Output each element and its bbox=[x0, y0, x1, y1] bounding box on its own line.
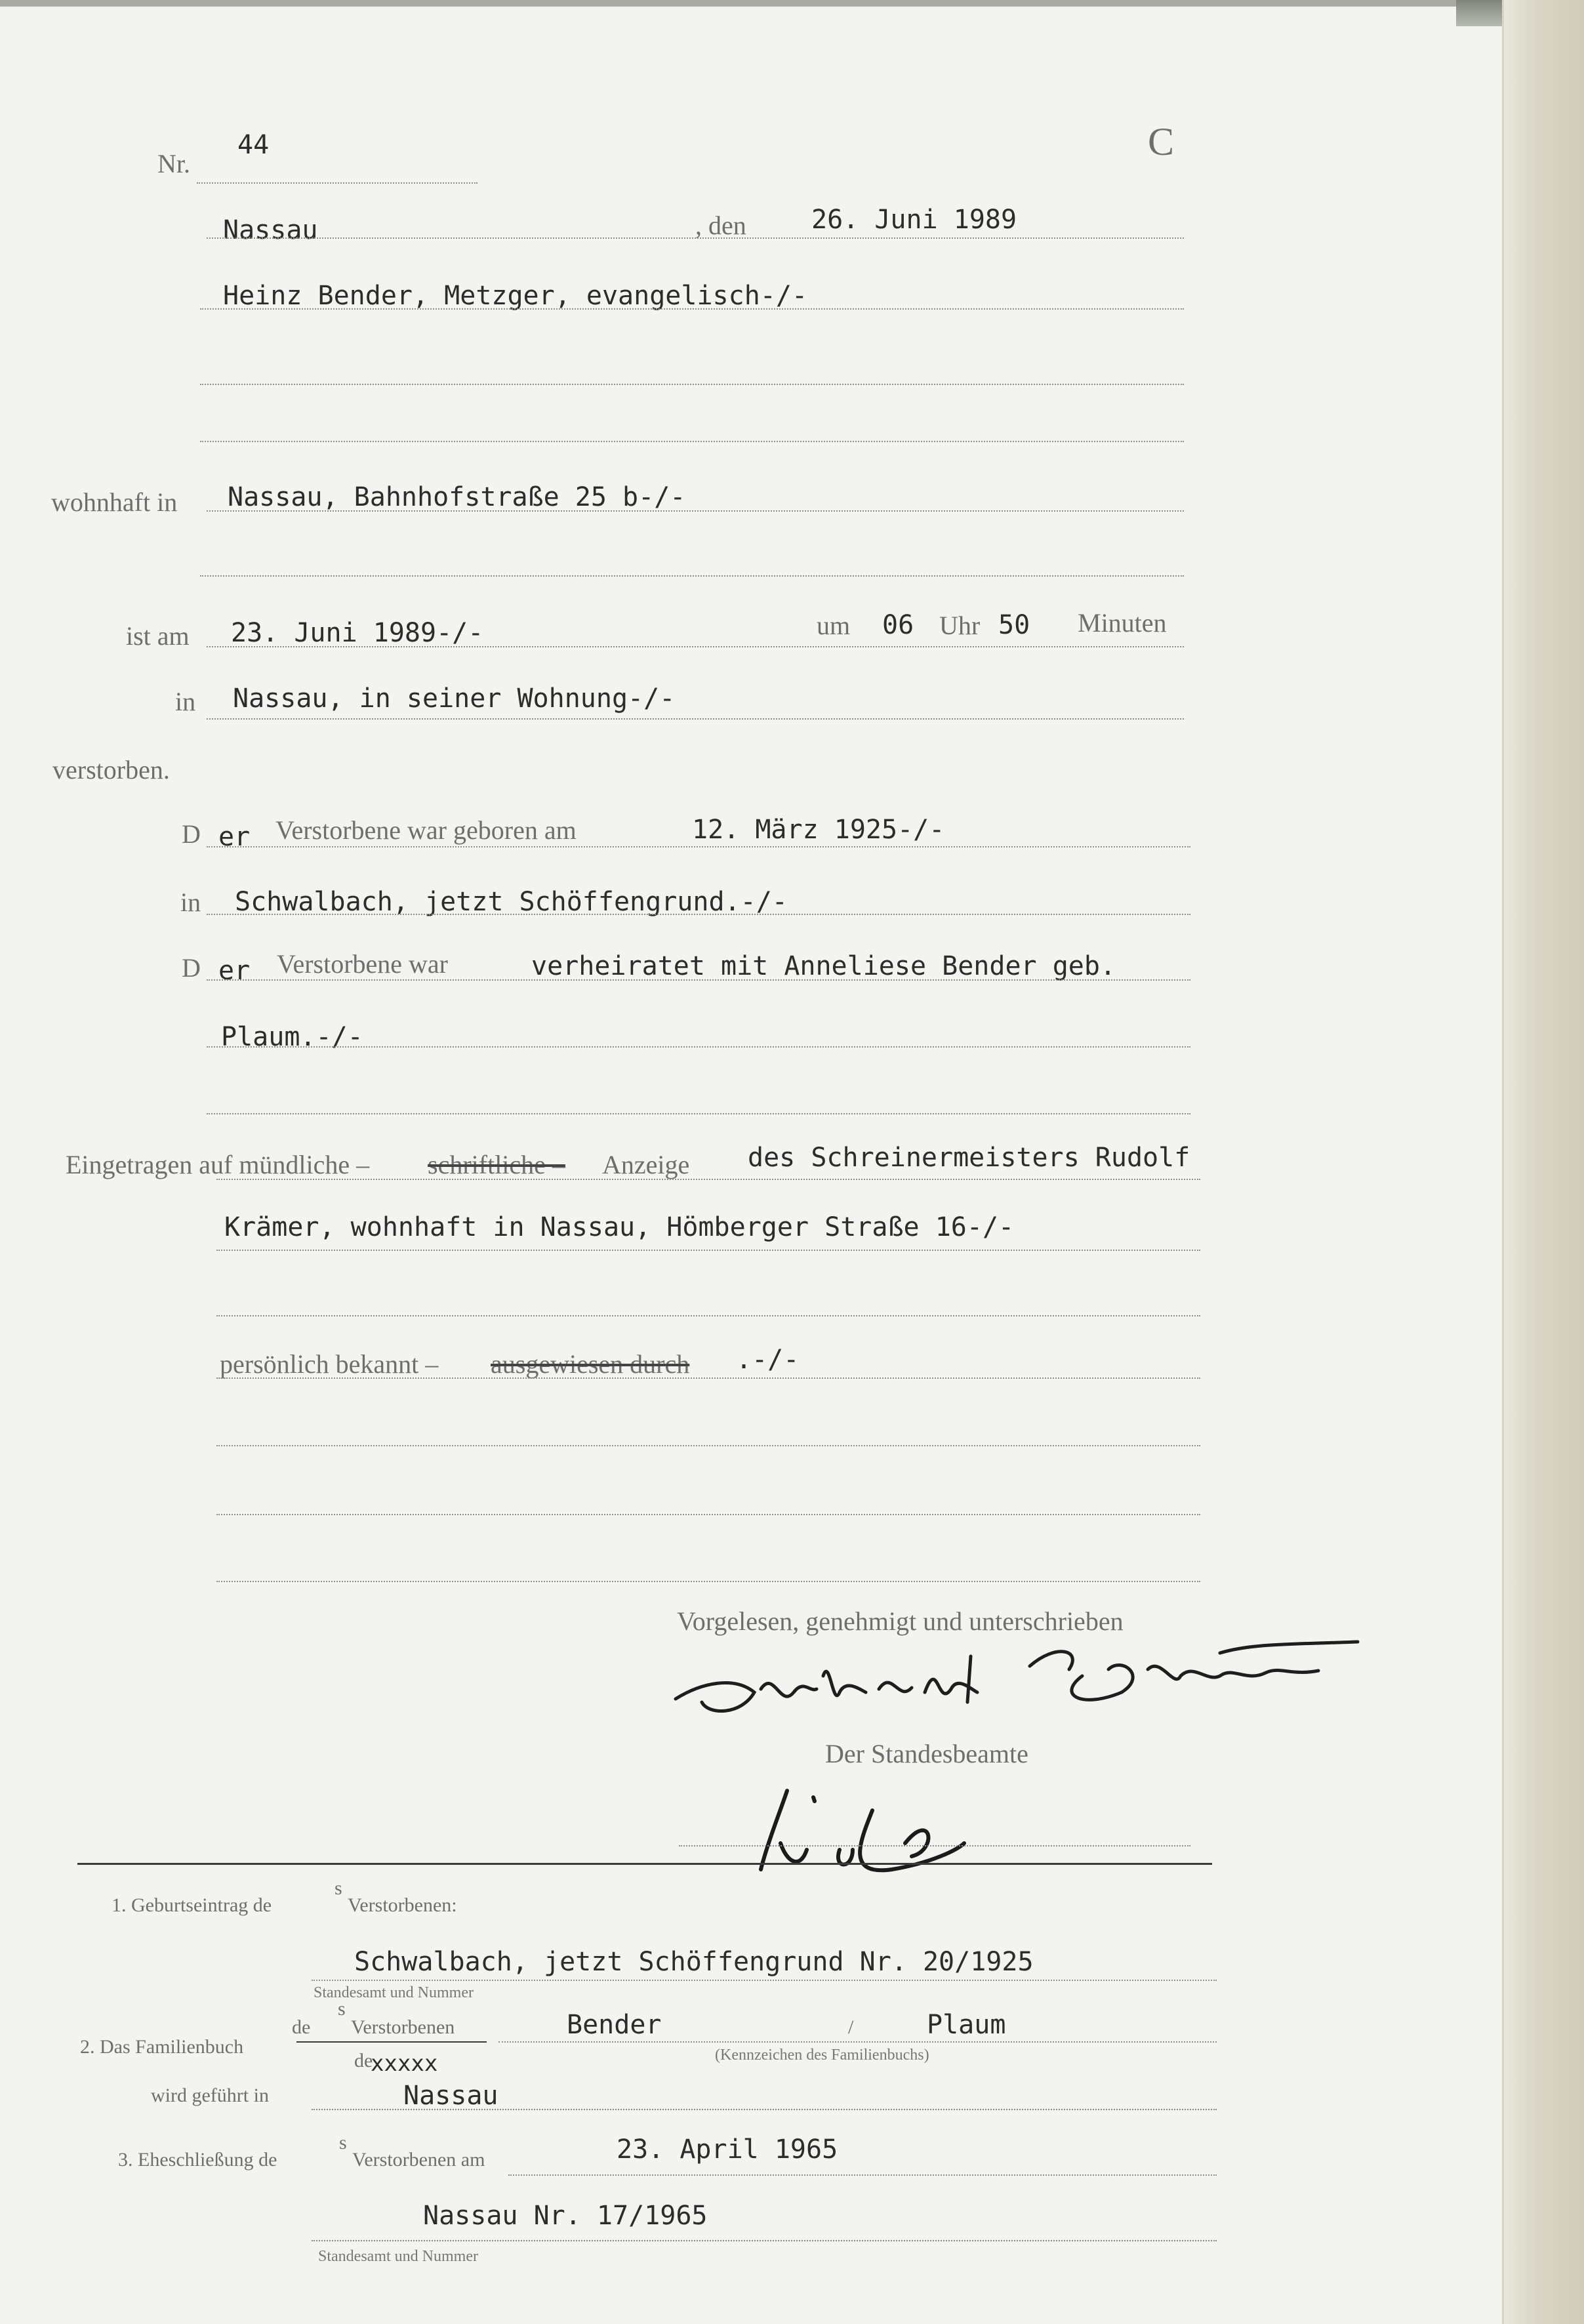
birth-date: 12. März 1925-/- bbox=[692, 815, 945, 845]
report-line-2: Krämer, wohnhaft in Nassau, Hömberger Straße 16-/- bbox=[224, 1212, 1015, 1242]
item2-label: 2. Das Familienbuch bbox=[80, 2036, 244, 2058]
item3-suffix: Verstorbenen am bbox=[352, 2149, 485, 2171]
line-marital-1 bbox=[207, 979, 1190, 981]
line-item3-date bbox=[508, 2174, 1217, 2176]
eingetragen-label: Eingetragen auf mündliche – bbox=[66, 1150, 370, 1179]
line-report-2 bbox=[216, 1250, 1200, 1251]
item3-label: 3. Eheschließung de bbox=[118, 2149, 277, 2171]
marriage-date: 23. April 1965 bbox=[617, 2134, 838, 2165]
line-place-date bbox=[207, 237, 1184, 239]
verstorben-label: verstorben. bbox=[52, 755, 170, 785]
death-date: 23. Juni 1989-/- bbox=[231, 618, 484, 648]
item1-label: 1. Geburtseintrag de bbox=[112, 1894, 272, 1916]
blank-line-2 bbox=[200, 441, 1184, 442]
uhr-label: Uhr bbox=[939, 611, 981, 640]
line-item1 bbox=[312, 1980, 1217, 1981]
item2-fraction-line bbox=[296, 2041, 487, 2043]
ausgewiesen-struck: ausgewiesen durch bbox=[491, 1349, 690, 1379]
item3-fill: s bbox=[339, 2132, 347, 2153]
line-birth-date bbox=[207, 846, 1190, 847]
marital-status-1: verheiratet mit Anneliese Bender geb. bbox=[531, 951, 1116, 981]
line-item3 bbox=[312, 2240, 1217, 2241]
war-label: Verstorbene war bbox=[277, 949, 448, 979]
blank-line-4 bbox=[207, 1113, 1190, 1114]
item1-fill-wrap bbox=[335, 1877, 342, 1911]
ist-am-label: ist am bbox=[126, 621, 190, 651]
item3-fill-wrap bbox=[339, 2132, 347, 2166]
hour-value: 06 bbox=[882, 610, 914, 640]
item1-fill: s bbox=[335, 1877, 342, 1899]
item2-wird-label: wird geführt in bbox=[151, 2085, 269, 2106]
wohnhaft-value: Nassau, Bahnhofstraße 25 b-/- bbox=[228, 482, 686, 512]
line-report-1 bbox=[216, 1179, 1200, 1180]
born-label: Verstorbene war geboren am bbox=[275, 815, 577, 845]
item1-value: Schwalbach, jetzt Schöffengrund Nr. 20/1925 bbox=[354, 1947, 1034, 1977]
nr-label: Nr. bbox=[157, 149, 190, 178]
item2-fill-1: s bbox=[338, 1998, 346, 2020]
corner-letter: C bbox=[1148, 120, 1175, 163]
death-place: Nassau, in seiner Wohnung-/- bbox=[233, 683, 676, 714]
line-item2 bbox=[498, 2041, 1217, 2043]
item2-de-1: de bbox=[292, 2016, 311, 2038]
d2-label: D bbox=[182, 953, 201, 983]
birth-place: Schwalbach, jetzt Schöffengrund.-/- bbox=[235, 887, 788, 917]
line-marital-2 bbox=[207, 1046, 1190, 1048]
item1-caption: Standesamt und Nummer bbox=[314, 1984, 474, 2001]
place-value: Nassau bbox=[223, 215, 318, 245]
marital-status-2: Plaum.-/- bbox=[221, 1022, 363, 1052]
in-label: in bbox=[175, 687, 196, 716]
d2-fill: er bbox=[218, 956, 251, 986]
book-binding-edge bbox=[1502, 0, 1584, 2324]
wohnhaft-label: wohnhaft in bbox=[51, 487, 178, 517]
den-label: , den bbox=[695, 211, 746, 240]
standesbeamte-label: Der Standesbeamte bbox=[825, 1739, 1028, 1768]
footer-divider bbox=[77, 1863, 1212, 1865]
d1-label: D bbox=[182, 819, 201, 849]
vorgelesen-label: Vorgelesen, genehmigt und unterschrieben bbox=[677, 1606, 1124, 1636]
report-line-1: des Schreinermeisters Rudolf bbox=[748, 1143, 1190, 1173]
informant-signature bbox=[662, 1630, 1384, 1735]
line-bekannt bbox=[216, 1377, 1200, 1379]
um-label: um bbox=[817, 611, 851, 640]
minutes-value: 50 bbox=[998, 610, 1030, 640]
minuten-label: Minuten bbox=[1078, 608, 1167, 638]
item2-caption: (Kennzeichen des Familienbuchs) bbox=[715, 2047, 929, 2064]
line-wohnhaft bbox=[207, 510, 1184, 512]
informant-value: Heinz Bender, Metzger, evangelisch-/- bbox=[223, 281, 808, 311]
d1-fill: er bbox=[218, 822, 251, 852]
nr-value: 44 bbox=[237, 130, 270, 160]
item2-fill-1-wrap bbox=[338, 1998, 346, 2032]
item2-suffix-1: Verstorbenen bbox=[351, 2016, 455, 2038]
line-birth-place bbox=[207, 914, 1190, 915]
item3-value: Nassau Nr. 17/1965 bbox=[423, 2201, 708, 2231]
bekannt-label: persönlich bekannt – bbox=[220, 1349, 439, 1379]
schriftliche-struck: schriftliche – bbox=[428, 1150, 565, 1179]
item2-de-2: de bbox=[354, 2050, 373, 2071]
blank-line-6 bbox=[216, 1445, 1200, 1446]
blank-line-1 bbox=[200, 384, 1184, 385]
bekannt-fill: .-/- bbox=[736, 1345, 800, 1375]
line-item2-wird bbox=[312, 2109, 1217, 2110]
blank-line-3 bbox=[200, 575, 1184, 577]
nr-line bbox=[197, 182, 477, 184]
record-date: 26. Juni 1989 bbox=[811, 205, 1017, 235]
family-name-1: Bender bbox=[567, 2010, 662, 2040]
item1-suffix: Verstorbenen: bbox=[348, 1894, 457, 1916]
line-registrar bbox=[679, 1845, 1190, 1846]
blank-line-8 bbox=[216, 1581, 1200, 1582]
line-death-date bbox=[207, 646, 1184, 647]
item2-slash: / bbox=[848, 2016, 854, 2038]
anzeige-label: Anzeige bbox=[602, 1150, 690, 1179]
blank-line-5 bbox=[216, 1315, 1200, 1316]
registrar-signature bbox=[741, 1771, 1017, 1889]
family-name-2: Plaum bbox=[927, 2010, 1006, 2040]
item2-wird-value: Nassau bbox=[403, 2081, 498, 2111]
line-informant bbox=[200, 308, 1184, 310]
line-death-place bbox=[207, 718, 1184, 720]
scan-top-edge bbox=[0, 0, 1584, 7]
item3-caption: Standesamt und Nummer bbox=[318, 2248, 478, 2265]
blank-line-7 bbox=[216, 1514, 1200, 1515]
in-label-2: in bbox=[180, 887, 201, 917]
item2-fill-2: xxxxx bbox=[371, 2050, 438, 2077]
